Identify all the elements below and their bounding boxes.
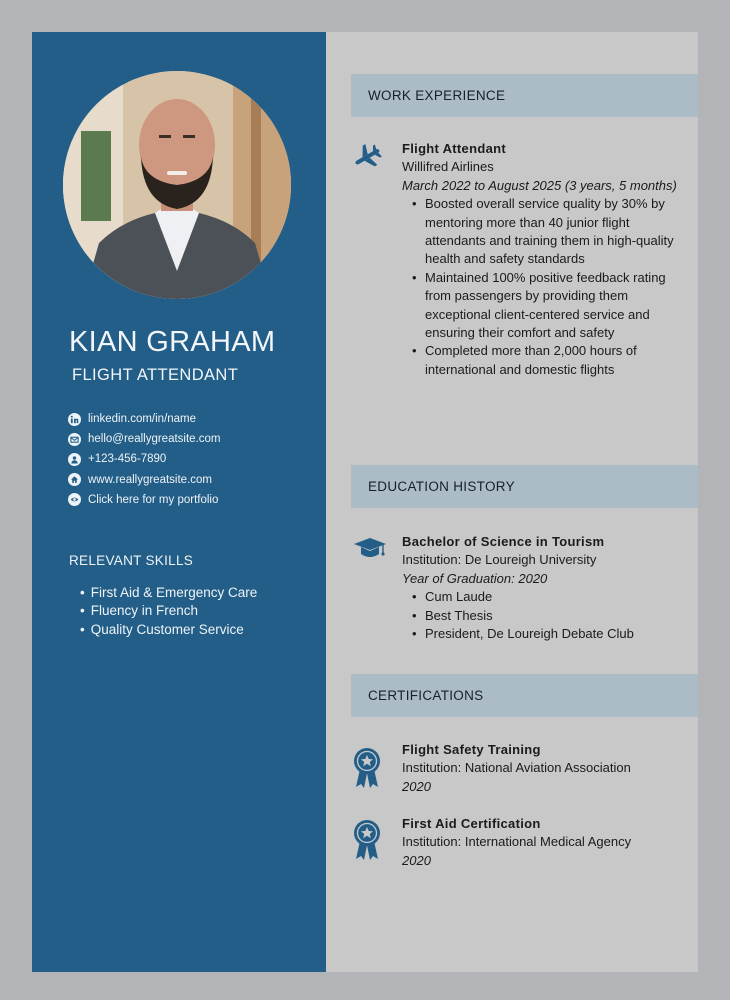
contact-portfolio[interactable]: [68, 490, 220, 510]
contact-email[interactable]: [68, 429, 220, 449]
education-bullet: • President, De Loureigh Debate Club: [412, 625, 688, 643]
work-entry: [402, 140, 688, 379]
work-bullets: [412, 195, 688, 379]
education-heading: EDUCATION HISTORY: [351, 465, 698, 508]
contact-linkedin[interactable]: [68, 409, 220, 429]
award-ribbon-icon: [352, 819, 382, 866]
contact-text: +123-456-7890: [88, 453, 167, 466]
graduation-cap-icon: [352, 536, 388, 567]
airplane-icon: [352, 142, 382, 177]
work-company: Willifred Airlines: [402, 159, 494, 175]
contact-website[interactable]: [68, 470, 220, 490]
education-bullet: • Cum Laude: [412, 588, 688, 606]
skill-item: • Fluency in French: [80, 603, 257, 621]
skills-list: [80, 585, 257, 640]
contact-list: [68, 409, 220, 510]
education-institution: Institution: De Loureigh University: [402, 552, 597, 568]
contact-phone[interactable]: [68, 449, 220, 469]
home-icon: [68, 473, 81, 486]
certification-institution: Institution: National Aviation Association: [402, 760, 631, 776]
skill-item: • Quality Customer Service: [80, 622, 257, 640]
phone-icon: [68, 453, 81, 466]
email-icon: [68, 433, 81, 446]
certification-year: 2020: [402, 852, 431, 868]
work-role: Flight Attendant: [402, 141, 506, 156]
education-entry: [402, 533, 688, 643]
contact-text: hello@reallygreatsite.com: [88, 433, 221, 446]
education-bullets: [412, 588, 688, 643]
work-bullet: • Maintained 100% positive feedback rating from passengers by providing them exceptional client-centered service and ensuring their comfort and safety: [412, 269, 688, 343]
education-degree: Bachelor of Science in Tourism: [402, 534, 605, 549]
skills-heading: RELEVANT SKILLS: [69, 553, 194, 568]
profile-photo: [63, 71, 291, 299]
certification-institution: Institution: International Medical Agency: [402, 834, 632, 850]
main-content: [326, 32, 698, 972]
work-bullet: • Completed more than 2,000 hours of international and domestic flights: [412, 342, 688, 379]
work-bullet: • Boosted overall service quality by 30% by mentoring more than 40 junior flight attendants and training them in high-quality health and safety standards: [412, 195, 688, 269]
education-bullet: • Best Thesis: [412, 607, 688, 625]
eye-icon: [68, 493, 81, 506]
certification-entry: [402, 815, 688, 870]
contact-text: www.reallygreatsite.com: [88, 473, 212, 486]
education-year: Year of Graduation: 2020: [402, 570, 548, 586]
certification-entry: [402, 741, 688, 796]
work-dates: March 2022 to August 2025 (3 years, 5 months): [402, 177, 677, 193]
award-ribbon-icon: [352, 747, 382, 794]
certifications-heading: CERTIFICATIONS: [351, 674, 698, 717]
contact-text: Click here for my portfolio: [88, 493, 219, 506]
work-heading: WORK EXPERIENCE: [351, 74, 698, 117]
sidebar: [32, 32, 326, 972]
linkedin-icon: [68, 413, 81, 426]
certification-name: Flight Safety Training: [402, 742, 541, 757]
full-name: KIAN GRAHAM: [69, 326, 276, 358]
certification-year: 2020: [402, 778, 431, 794]
certification-name: First Aid Certification: [402, 816, 541, 831]
resume-page: [32, 32, 698, 972]
job-title: FLIGHT ATTENDANT: [72, 366, 239, 384]
skill-item: • First Aid & Emergency Care: [80, 585, 257, 603]
contact-text: linkedin.com/in/name: [88, 413, 197, 426]
